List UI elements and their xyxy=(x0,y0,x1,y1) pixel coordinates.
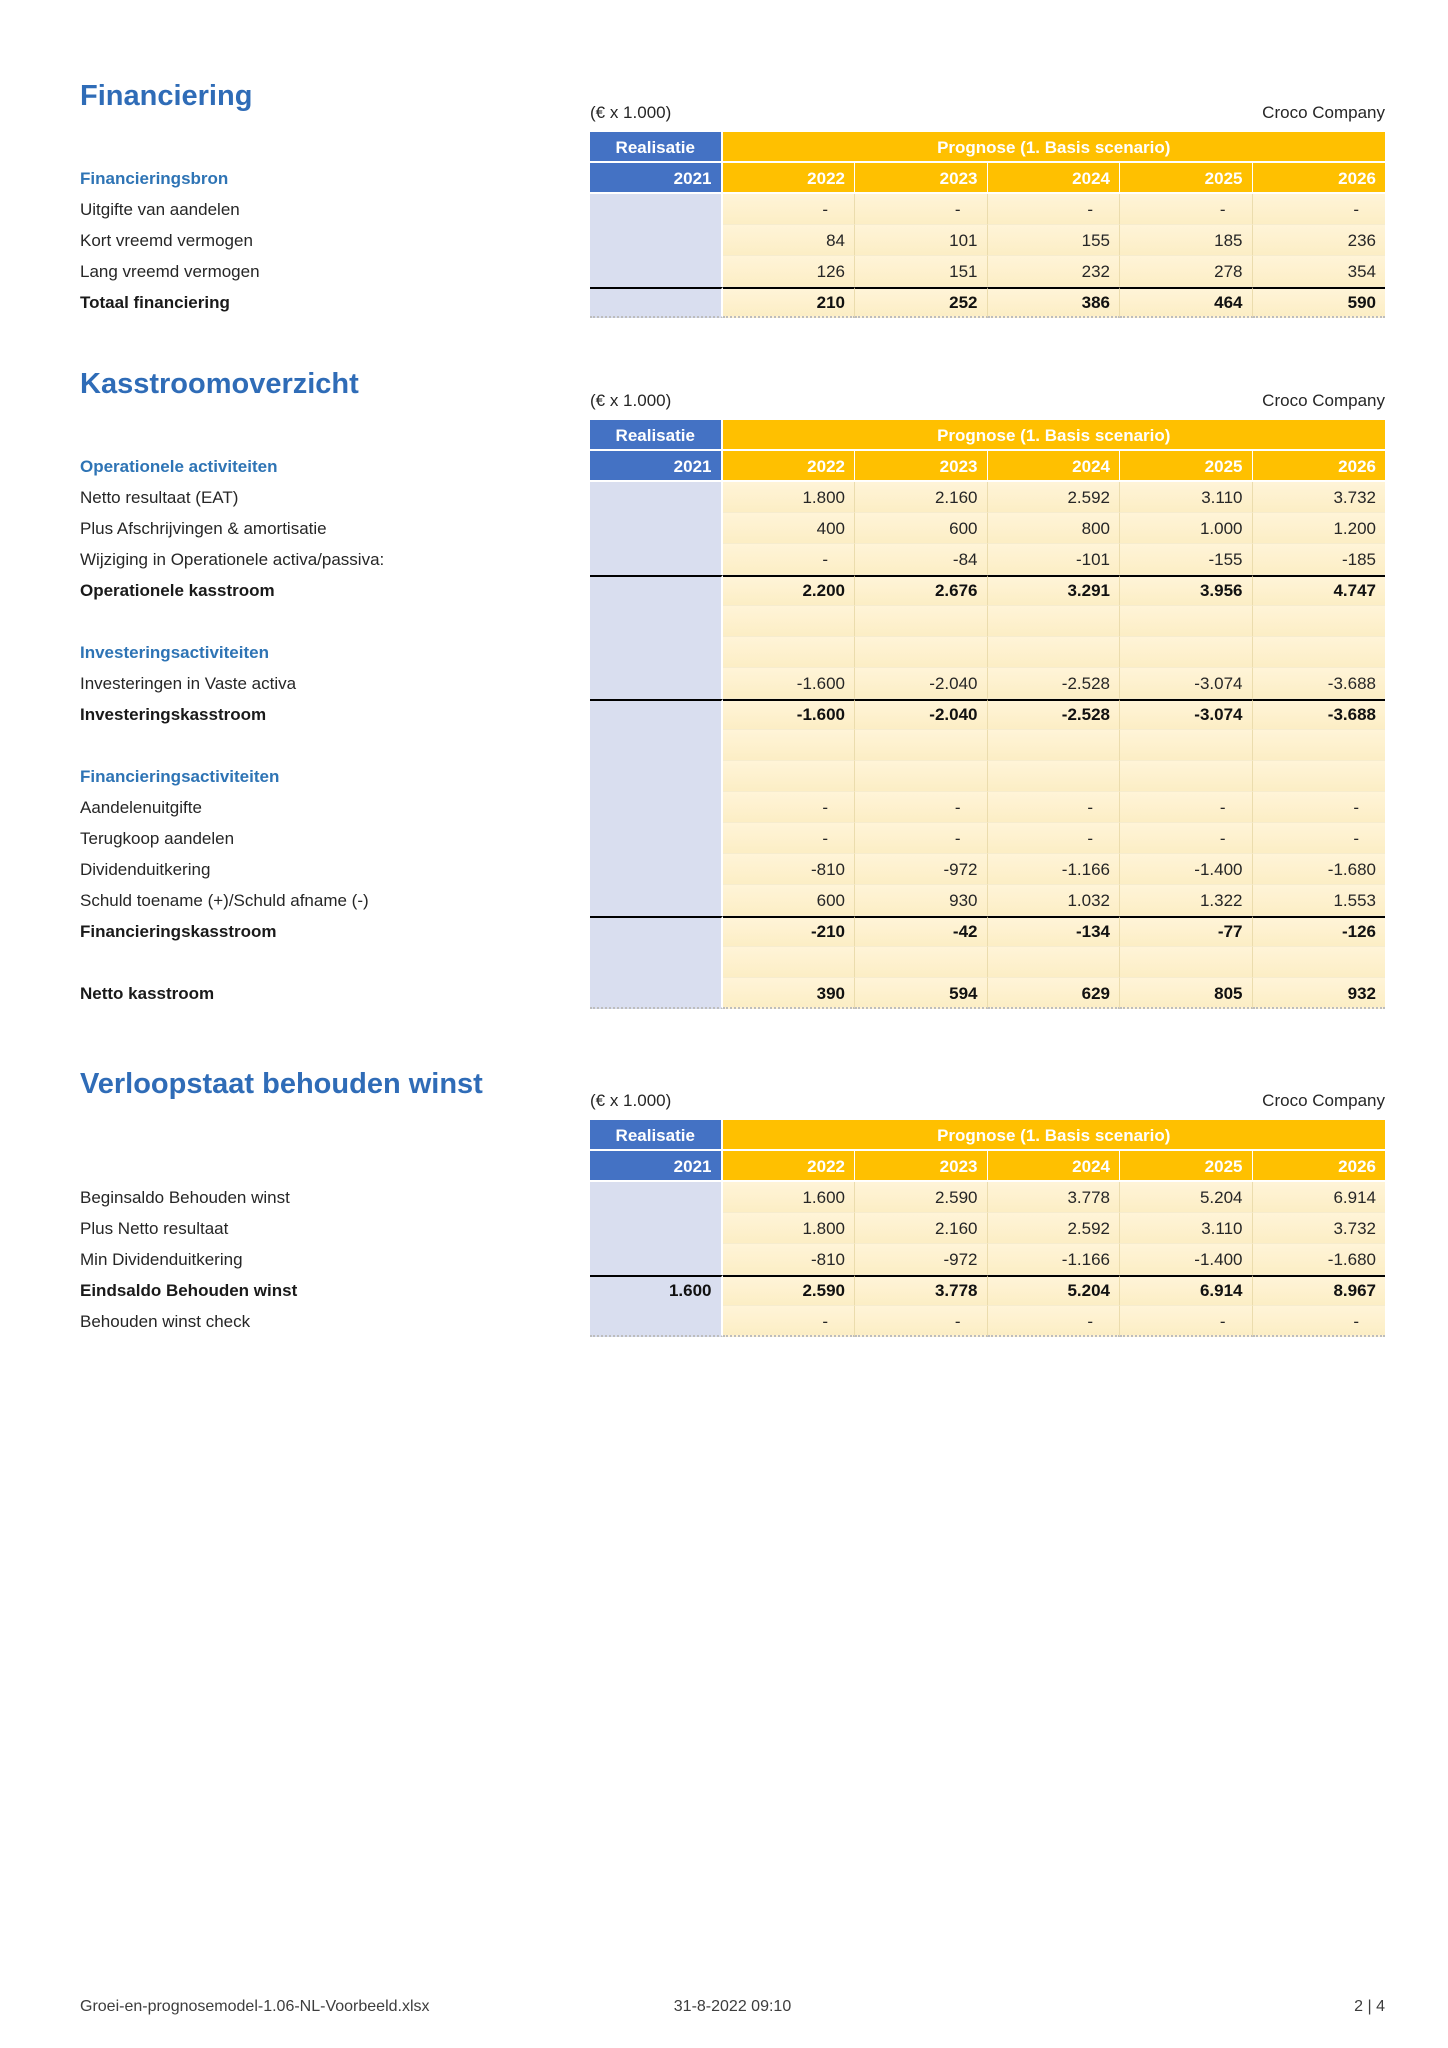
year-header-cell: 2026 xyxy=(1253,451,1386,482)
value-cell xyxy=(1253,606,1386,637)
value-cell: 2.592 xyxy=(988,482,1121,513)
value-cell: 101 xyxy=(855,225,988,256)
year-header-cell: 2025 xyxy=(1120,451,1253,482)
value-cell: -77 xyxy=(1120,916,1253,947)
value-cell xyxy=(1120,637,1253,668)
value-cell: -972 xyxy=(855,1244,988,1275)
value-cell: 8.967 xyxy=(1253,1275,1386,1306)
value-cell: 930 xyxy=(855,885,988,916)
value-cell: -42 xyxy=(855,916,988,947)
year-header-cell: 2023 xyxy=(855,1151,988,1182)
value-cell: -1.400 xyxy=(1120,1244,1253,1275)
value-cell: - xyxy=(855,792,988,823)
value-cell: 590 xyxy=(1253,287,1386,318)
value-cell xyxy=(590,544,723,575)
value-cell xyxy=(590,482,723,513)
year-header-cell: 2023 xyxy=(855,163,988,194)
value-cell: -1.166 xyxy=(988,854,1121,885)
value-cell: -134 xyxy=(988,916,1121,947)
value-cell xyxy=(988,637,1121,668)
value-cell xyxy=(590,225,723,256)
header-spacer xyxy=(80,1120,590,1151)
value-cell: - xyxy=(723,194,856,225)
value-cell: 464 xyxy=(1120,287,1253,318)
value-cell: 386 xyxy=(988,287,1121,318)
row-label xyxy=(80,730,590,761)
value-cell: -1.600 xyxy=(723,699,856,730)
section-header xyxy=(80,368,1385,420)
year-header-cell: 2021 xyxy=(590,1151,723,1182)
row-label: Financieringsactiviteiten xyxy=(80,767,280,786)
value-cell xyxy=(855,947,988,978)
value-cell: -3.074 xyxy=(1120,699,1253,730)
section-title: Financiering xyxy=(80,80,253,112)
col-header-realisatie: Realisatie xyxy=(590,420,723,451)
value-cell xyxy=(988,606,1121,637)
year-header-cell: 2025 xyxy=(1120,163,1253,194)
value-cell: - xyxy=(988,792,1121,823)
value-cell xyxy=(1253,947,1386,978)
value-cell xyxy=(590,978,723,1009)
value-cell xyxy=(590,885,723,916)
value-cell: 3.956 xyxy=(1120,575,1253,606)
value-cell xyxy=(1120,761,1253,792)
value-cell: -1.600 xyxy=(723,668,856,699)
value-cell: -101 xyxy=(988,544,1121,575)
unit-label: (€ x 1.000) xyxy=(590,1091,672,1110)
unit-label: (€ x 1.000) xyxy=(590,103,672,122)
value-cell xyxy=(590,916,723,947)
col-header-prognose: Prognose (1. Basis scenario) xyxy=(723,1120,1386,1151)
value-cell: 594 xyxy=(855,978,988,1009)
data-table xyxy=(80,132,1385,318)
value-cell: -1.680 xyxy=(1253,854,1386,885)
value-cell xyxy=(590,575,723,606)
value-cell: 932 xyxy=(1253,978,1386,1009)
value-cell xyxy=(590,854,723,885)
value-cell xyxy=(855,761,988,792)
value-cell: 6.914 xyxy=(1253,1182,1386,1213)
value-cell: 185 xyxy=(1120,225,1253,256)
row-label xyxy=(80,606,590,637)
value-cell: - xyxy=(1253,1306,1386,1337)
value-cell: 5.204 xyxy=(988,1275,1121,1306)
value-cell: -3.688 xyxy=(1253,699,1386,730)
value-cell xyxy=(590,699,723,730)
value-cell: 2.160 xyxy=(855,482,988,513)
row-label xyxy=(80,1151,590,1182)
value-cell: 2.590 xyxy=(855,1182,988,1213)
value-cell: 2.200 xyxy=(723,575,856,606)
value-cell: - xyxy=(988,194,1121,225)
value-cell: 400 xyxy=(723,513,856,544)
value-cell: - xyxy=(1120,1306,1253,1337)
year-header-cell: 2026 xyxy=(1253,1151,1386,1182)
value-cell: -972 xyxy=(855,854,988,885)
section-title: Kasstroomoverzicht xyxy=(80,368,359,400)
value-cell: 3.110 xyxy=(1120,482,1253,513)
value-cell xyxy=(590,194,723,225)
value-cell xyxy=(590,947,723,978)
value-cell: - xyxy=(988,1306,1121,1337)
year-header-cell: 2026 xyxy=(1253,163,1386,194)
value-cell: 354 xyxy=(1253,256,1386,287)
value-cell xyxy=(855,730,988,761)
value-cell xyxy=(590,823,723,854)
company-name: Croco Company xyxy=(1262,391,1385,410)
header-spacer xyxy=(80,420,590,451)
value-cell: -3.074 xyxy=(1120,668,1253,699)
section xyxy=(80,368,1385,1009)
value-cell xyxy=(590,1182,723,1213)
unit-label: (€ x 1.000) xyxy=(590,391,672,410)
footer-datetime: 31-8-2022 09:10 xyxy=(673,1998,792,2015)
row-label: Totaal financiering xyxy=(80,293,230,312)
value-cell: 236 xyxy=(1253,225,1386,256)
value-cell: 278 xyxy=(1120,256,1253,287)
value-cell: 155 xyxy=(988,225,1121,256)
row-label: Operationele activiteiten xyxy=(80,457,278,476)
value-cell: 1.800 xyxy=(723,482,856,513)
row-label: Schuld toename (+)/Schuld afname (-) xyxy=(80,891,369,910)
row-label: Eindsaldo Behouden winst xyxy=(80,1281,298,1300)
row-label: Plus Afschrijvingen & amortisatie xyxy=(80,519,327,538)
data-table xyxy=(80,420,1385,1009)
value-cell: - xyxy=(723,544,856,575)
value-cell: - xyxy=(723,1306,856,1337)
value-cell: 2.592 xyxy=(988,1213,1121,1244)
value-cell: 3.778 xyxy=(855,1275,988,1306)
footer-filename: Groei-en-prognosemodel-1.06-NL-Voorbeeld.xlsx xyxy=(80,1998,430,2015)
year-header-cell: 2022 xyxy=(723,163,856,194)
value-cell: -210 xyxy=(723,916,856,947)
value-cell xyxy=(988,761,1121,792)
row-label xyxy=(80,947,590,978)
value-cell xyxy=(1253,637,1386,668)
value-cell: 1.600 xyxy=(723,1182,856,1213)
value-cell: -3.688 xyxy=(1253,668,1386,699)
value-cell xyxy=(590,761,723,792)
row-label: Uitgifte van aandelen xyxy=(80,200,240,219)
value-cell: -185 xyxy=(1253,544,1386,575)
row-label: Financieringsbron xyxy=(80,169,229,188)
value-cell: -2.040 xyxy=(855,699,988,730)
section xyxy=(80,80,1385,318)
row-label: Netto kasstroom xyxy=(80,984,215,1003)
value-cell: -2.040 xyxy=(855,668,988,699)
value-cell xyxy=(855,637,988,668)
col-header-prognose: Prognose (1. Basis scenario) xyxy=(723,132,1386,163)
row-label: Beginsaldo Behouden winst xyxy=(80,1188,290,1207)
year-header-cell: 2024 xyxy=(988,451,1121,482)
value-cell: 3.291 xyxy=(988,575,1121,606)
header-spacer xyxy=(80,132,590,163)
value-cell xyxy=(723,637,856,668)
value-cell: 4.747 xyxy=(1253,575,1386,606)
value-cell: 600 xyxy=(723,885,856,916)
value-cell: - xyxy=(723,823,856,854)
value-cell: 800 xyxy=(988,513,1121,544)
value-cell xyxy=(590,1213,723,1244)
value-cell xyxy=(1253,761,1386,792)
value-cell: 151 xyxy=(855,256,988,287)
row-label: Wijziging in Operationele activa/passiva: xyxy=(80,550,385,569)
value-cell xyxy=(1253,730,1386,761)
row-label: Aandelenuitgifte xyxy=(80,798,202,817)
value-cell: 3.732 xyxy=(1253,1213,1386,1244)
col-header-prognose: Prognose (1. Basis scenario) xyxy=(723,420,1386,451)
year-header-cell: 2023 xyxy=(855,451,988,482)
value-cell: 210 xyxy=(723,287,856,318)
value-cell: 252 xyxy=(855,287,988,318)
value-cell xyxy=(723,947,856,978)
value-cell: - xyxy=(1120,792,1253,823)
year-header-cell: 2022 xyxy=(723,451,856,482)
value-cell: 84 xyxy=(723,225,856,256)
value-cell xyxy=(1120,730,1253,761)
value-cell: - xyxy=(1253,194,1386,225)
section-header xyxy=(80,1068,1385,1120)
year-header-cell: 2024 xyxy=(988,163,1121,194)
value-cell: - xyxy=(855,194,988,225)
value-cell: 2.160 xyxy=(855,1213,988,1244)
value-cell xyxy=(590,637,723,668)
value-cell: - xyxy=(855,823,988,854)
value-cell xyxy=(590,668,723,699)
value-cell: -84 xyxy=(855,544,988,575)
value-cell xyxy=(590,1244,723,1275)
row-label: Behouden winst check xyxy=(80,1312,251,1331)
value-cell xyxy=(590,1306,723,1337)
value-cell: 600 xyxy=(855,513,988,544)
value-cell: 1.000 xyxy=(1120,513,1253,544)
value-cell xyxy=(590,256,723,287)
value-cell: - xyxy=(855,1306,988,1337)
value-cell: 2.590 xyxy=(723,1275,856,1306)
value-cell: 6.914 xyxy=(1120,1275,1253,1306)
value-cell xyxy=(1120,606,1253,637)
company-name: Croco Company xyxy=(1262,1091,1385,1110)
section-title: Verloopstaat behouden winst xyxy=(80,1068,483,1100)
row-label: Terugkoop aandelen xyxy=(80,829,235,848)
row-label: Dividenduitkering xyxy=(80,860,211,879)
value-cell: 5.204 xyxy=(1120,1182,1253,1213)
value-cell: 1.200 xyxy=(1253,513,1386,544)
value-cell: 232 xyxy=(988,256,1121,287)
year-header-cell: 2022 xyxy=(723,1151,856,1182)
row-label: Min Dividenduitkering xyxy=(80,1250,243,1269)
row-label: Lang vreemd vermogen xyxy=(80,262,260,281)
value-cell: -2.528 xyxy=(988,699,1121,730)
value-cell: -810 xyxy=(723,1244,856,1275)
section xyxy=(80,1068,1385,1337)
value-cell: 126 xyxy=(723,256,856,287)
data-table xyxy=(80,1120,1385,1337)
value-cell: -155 xyxy=(1120,544,1253,575)
value-cell xyxy=(590,730,723,761)
value-cell xyxy=(988,947,1121,978)
value-cell: - xyxy=(988,823,1121,854)
row-label: Financieringskasstroom xyxy=(80,922,277,941)
value-cell: 629 xyxy=(988,978,1121,1009)
value-cell: - xyxy=(723,792,856,823)
section-header xyxy=(80,80,1385,132)
value-cell: -1.400 xyxy=(1120,854,1253,885)
value-cell: 3.778 xyxy=(988,1182,1121,1213)
value-cell: -1.166 xyxy=(988,1244,1121,1275)
value-cell: 1.032 xyxy=(988,885,1121,916)
value-cell xyxy=(590,606,723,637)
value-cell: 1.553 xyxy=(1253,885,1386,916)
row-label: Operationele kasstroom xyxy=(80,581,275,600)
value-cell: -810 xyxy=(723,854,856,885)
value-cell: 3.732 xyxy=(1253,482,1386,513)
value-cell xyxy=(723,730,856,761)
footer-page-number: 2 | 4 xyxy=(1354,1998,1385,2015)
value-cell: - xyxy=(1120,823,1253,854)
value-cell: 805 xyxy=(1120,978,1253,1009)
value-cell: 1.322 xyxy=(1120,885,1253,916)
row-label: Netto resultaat (EAT) xyxy=(80,488,239,507)
year-header-cell: 2025 xyxy=(1120,1151,1253,1182)
value-cell xyxy=(723,606,856,637)
value-cell: - xyxy=(1253,792,1386,823)
row-label: Investeringen in Vaste activa xyxy=(80,674,297,693)
value-cell xyxy=(855,606,988,637)
value-cell: -126 xyxy=(1253,916,1386,947)
value-cell xyxy=(590,792,723,823)
value-cell: 1.600 xyxy=(590,1275,723,1306)
value-cell xyxy=(590,287,723,318)
year-header-cell: 2021 xyxy=(590,451,723,482)
value-cell: 2.676 xyxy=(855,575,988,606)
value-cell: - xyxy=(1253,823,1386,854)
year-header-cell: 2024 xyxy=(988,1151,1121,1182)
page-footer xyxy=(80,1998,1385,2022)
row-label: Investeringsactiviteiten xyxy=(80,643,269,662)
value-cell: 390 xyxy=(723,978,856,1009)
row-label: Investeringskasstroom xyxy=(80,705,267,724)
value-cell xyxy=(988,730,1121,761)
value-cell xyxy=(723,761,856,792)
col-header-realisatie: Realisatie xyxy=(590,132,723,163)
value-cell xyxy=(1120,947,1253,978)
company-name: Croco Company xyxy=(1262,103,1385,122)
col-header-realisatie: Realisatie xyxy=(590,1120,723,1151)
row-label: Plus Netto resultaat xyxy=(80,1219,229,1238)
value-cell: -2.528 xyxy=(988,668,1121,699)
year-header-cell: 2021 xyxy=(590,163,723,194)
value-cell xyxy=(590,513,723,544)
value-cell: - xyxy=(1120,194,1253,225)
value-cell: 1.800 xyxy=(723,1213,856,1244)
value-cell: 3.110 xyxy=(1120,1213,1253,1244)
row-label: Kort vreemd vermogen xyxy=(80,231,253,250)
value-cell: -1.680 xyxy=(1253,1244,1386,1275)
